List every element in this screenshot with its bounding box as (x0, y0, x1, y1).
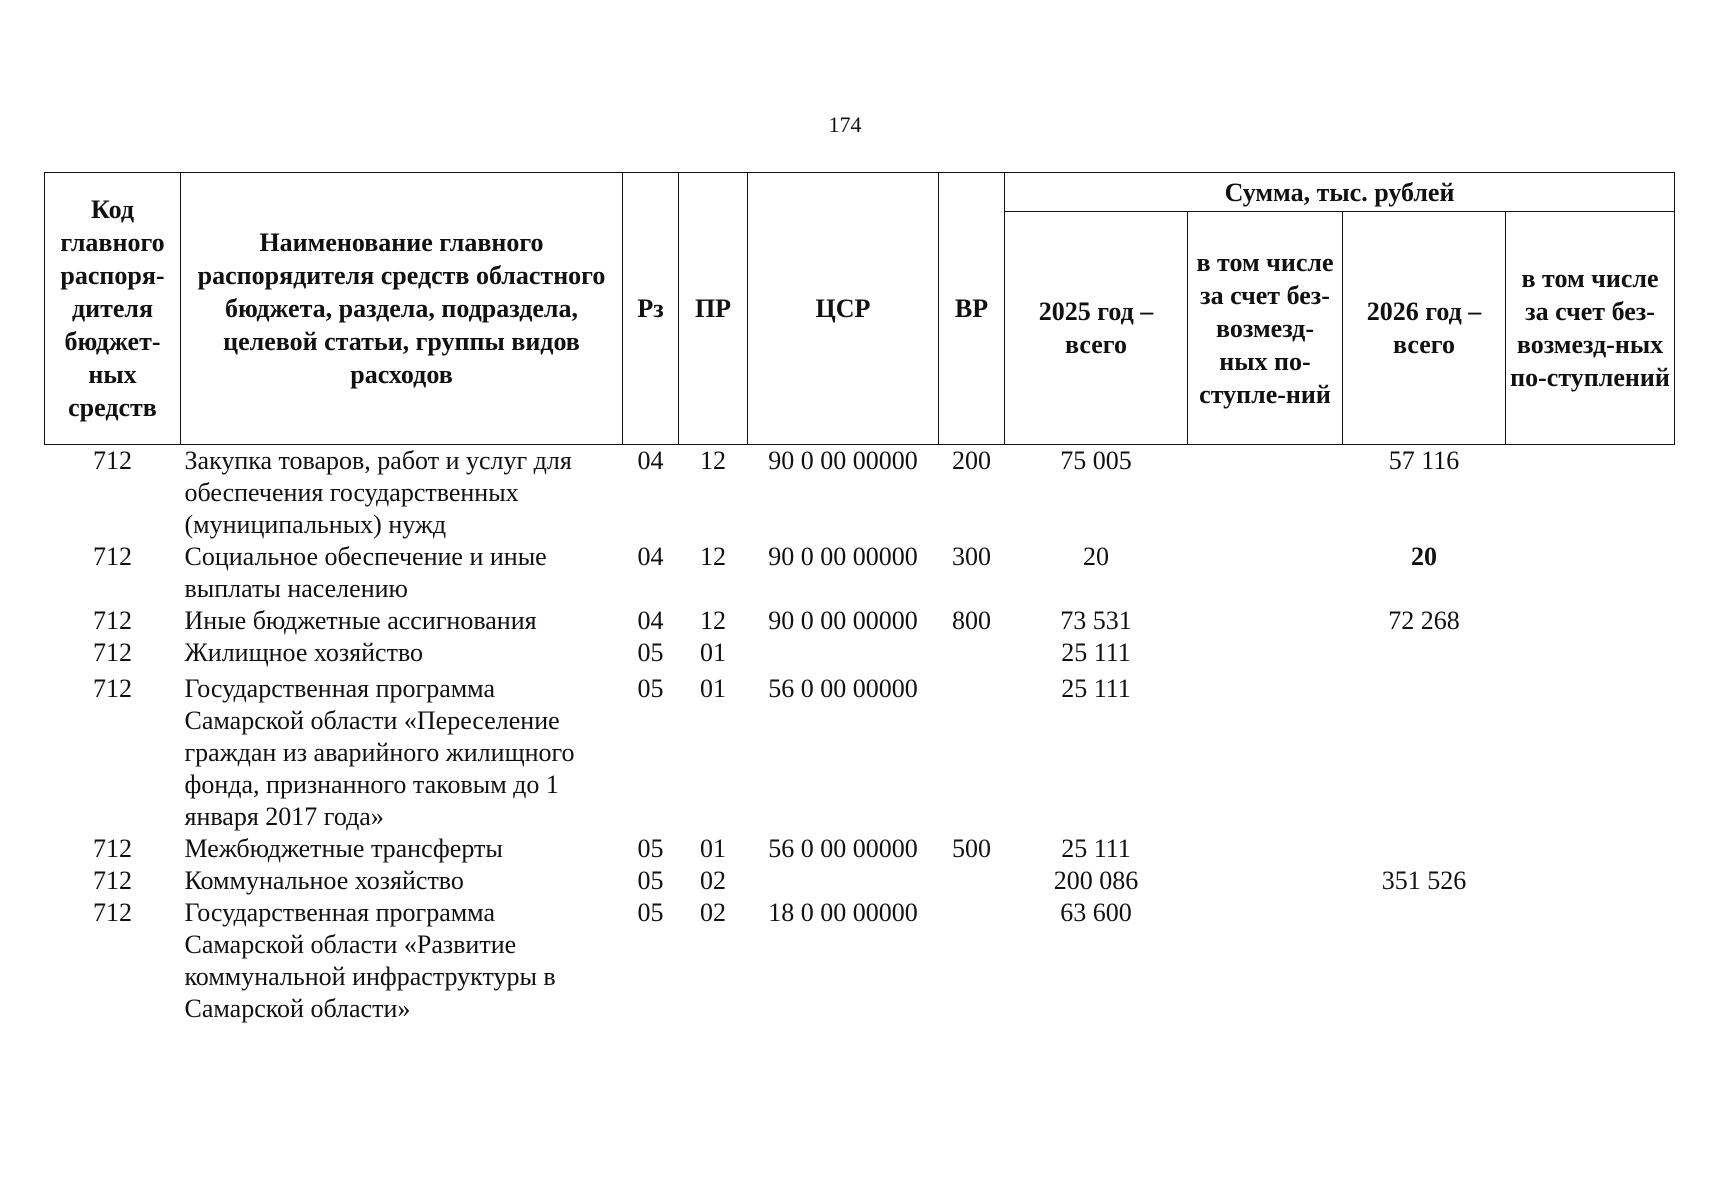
table-body (45, 445, 1675, 1026)
cell-2026-total: 57 116 (1388, 446, 1460, 475)
cell-2026-total (1343, 637, 1506, 669)
cell-pr: 02 (700, 898, 726, 927)
cell-pr: 02 (700, 866, 726, 895)
cell-name: Государственная программа Самарской области «Переселение граждан из аварийного жилищного фонда, признанного таковым до 1 января 2017 года» (184, 674, 575, 831)
cell-code: 712 (93, 834, 132, 863)
cell-rz: 05 (637, 866, 664, 895)
table-row (45, 541, 1675, 605)
cell-2025-grants (1188, 541, 1343, 605)
cell-2025-total: 73 531 (1060, 606, 1132, 635)
cell-2025-total: 25 111 (1061, 674, 1131, 703)
header-rz: Рз (623, 173, 679, 445)
cell-vr: 300 (952, 542, 991, 571)
cell-rz: 04 (637, 446, 664, 475)
table-row (45, 897, 1675, 1025)
cell-vr (939, 865, 1005, 897)
cell-vr (939, 637, 1005, 669)
header-2025-total: 2025 год – всего (1005, 212, 1188, 445)
header-2026-total: 2026 год – всего (1343, 212, 1506, 445)
cell-2025-grants (1188, 865, 1343, 897)
cell-csr (748, 637, 939, 669)
cell-2025-grants (1188, 637, 1343, 669)
cell-rz: 05 (637, 834, 664, 863)
cell-2026-grants (1506, 637, 1675, 669)
cell-pr: 01 (700, 674, 726, 703)
cell-2026-total: 72 268 (1388, 606, 1460, 635)
cell-name: Иные бюджетные ассигнования (184, 606, 537, 635)
cell-rz: 05 (637, 674, 664, 703)
cell-vr: 800 (952, 606, 991, 635)
cell-code: 712 (93, 866, 132, 895)
header-name: Наименование главного распорядителя средств областного бюджета, раздела, подраздела, целевой статьи, группы видов расходов (181, 173, 623, 445)
cell-csr: 90 0 00 00000 (768, 446, 918, 475)
header-2026-grants: в том числе за счет без-возмезд-ных по-ступлений (1506, 212, 1675, 445)
header-vr: ВР (939, 173, 1005, 445)
cell-csr: 18 0 00 00000 (768, 898, 918, 927)
table-row (45, 637, 1675, 669)
cell-csr: 90 0 00 00000 (768, 542, 918, 571)
header-2025-grants: в том числе за счет без-возмезд-ных по-ступле-ний (1188, 212, 1343, 445)
cell-2025-grants (1188, 833, 1343, 865)
cell-rz: 04 (637, 542, 664, 571)
cell-2026-grants (1506, 605, 1675, 637)
cell-2025-total: 63 600 (1060, 898, 1132, 927)
table-header (45, 173, 1675, 445)
cell-2026-grants (1506, 833, 1675, 865)
cell-2026-grants (1506, 669, 1675, 833)
header-pr: ПР (679, 173, 748, 445)
cell-vr (939, 669, 1005, 833)
cell-2025-total: 25 111 (1061, 638, 1131, 667)
cell-vr: 500 (952, 834, 991, 863)
cell-2025-total: 75 005 (1060, 446, 1132, 475)
cell-code: 712 (93, 446, 132, 475)
cell-csr: 56 0 00 00000 (768, 674, 918, 703)
cell-code: 712 (93, 606, 132, 635)
cell-code: 712 (93, 638, 132, 667)
cell-name: Коммунальное хозяйство (184, 866, 464, 895)
cell-code: 712 (93, 898, 132, 927)
cell-2026-grants (1506, 865, 1675, 897)
cell-pr: 12 (700, 606, 726, 635)
cell-2026-total (1343, 669, 1506, 833)
table-row (45, 445, 1675, 542)
cell-2025-total: 200 086 (1053, 866, 1139, 895)
cell-csr (748, 865, 939, 897)
cell-rz: 05 (637, 638, 664, 667)
table-row (45, 833, 1675, 865)
cell-2025-grants (1188, 897, 1343, 1025)
cell-2026-total (1343, 897, 1506, 1025)
cell-2026-grants (1506, 897, 1675, 1025)
cell-2025-total: 20 (1083, 542, 1109, 571)
cell-2026-total: 351 526 (1381, 866, 1467, 895)
cell-name: Межбюджетные трансферты (184, 834, 503, 863)
cell-pr: 01 (700, 834, 726, 863)
cell-csr: 56 0 00 00000 (768, 834, 918, 863)
table-row (45, 669, 1675, 833)
header-csr: ЦСР (748, 173, 939, 445)
cell-2025-grants (1188, 605, 1343, 637)
cell-vr: 200 (952, 446, 991, 475)
cell-pr: 01 (700, 638, 726, 667)
cell-2025-total: 25 111 (1061, 834, 1131, 863)
cell-2025-grants (1188, 669, 1343, 833)
cell-name: Закупка товаров, работ и услуг для обеспечения государственных (муниципальных) нужд (184, 446, 572, 539)
table-row (45, 605, 1675, 637)
cell-2026-grants (1506, 445, 1675, 542)
cell-rz: 04 (637, 606, 664, 635)
cell-name: Государственная программа Самарской области «Развитие коммунальной инфраструктуры в Самарской области» (184, 898, 556, 1023)
table-row (45, 865, 1675, 897)
cell-vr (939, 897, 1005, 1025)
header-sum-title: Сумма, тыс. рублей (1005, 173, 1675, 212)
cell-name: Социальное обеспечение и иные выплаты населению (184, 542, 547, 603)
cell-rz: 05 (637, 898, 664, 927)
cell-2026-total (1343, 833, 1506, 865)
budget-table (44, 172, 1675, 1025)
cell-pr: 12 (700, 446, 726, 475)
cell-2025-grants (1188, 445, 1343, 542)
cell-2026-total: 20 (1411, 542, 1437, 571)
cell-csr: 90 0 00 00000 (768, 606, 918, 635)
cell-code: 712 (93, 542, 132, 571)
page-number: 174 (828, 112, 862, 137)
header-code: Код главного распоря-дителя бюджет-ных средств (45, 173, 181, 445)
cell-code: 712 (93, 674, 132, 703)
cell-name: Жилищное хозяйство (184, 638, 424, 667)
cell-pr: 12 (700, 542, 726, 571)
cell-2026-grants (1506, 541, 1675, 605)
